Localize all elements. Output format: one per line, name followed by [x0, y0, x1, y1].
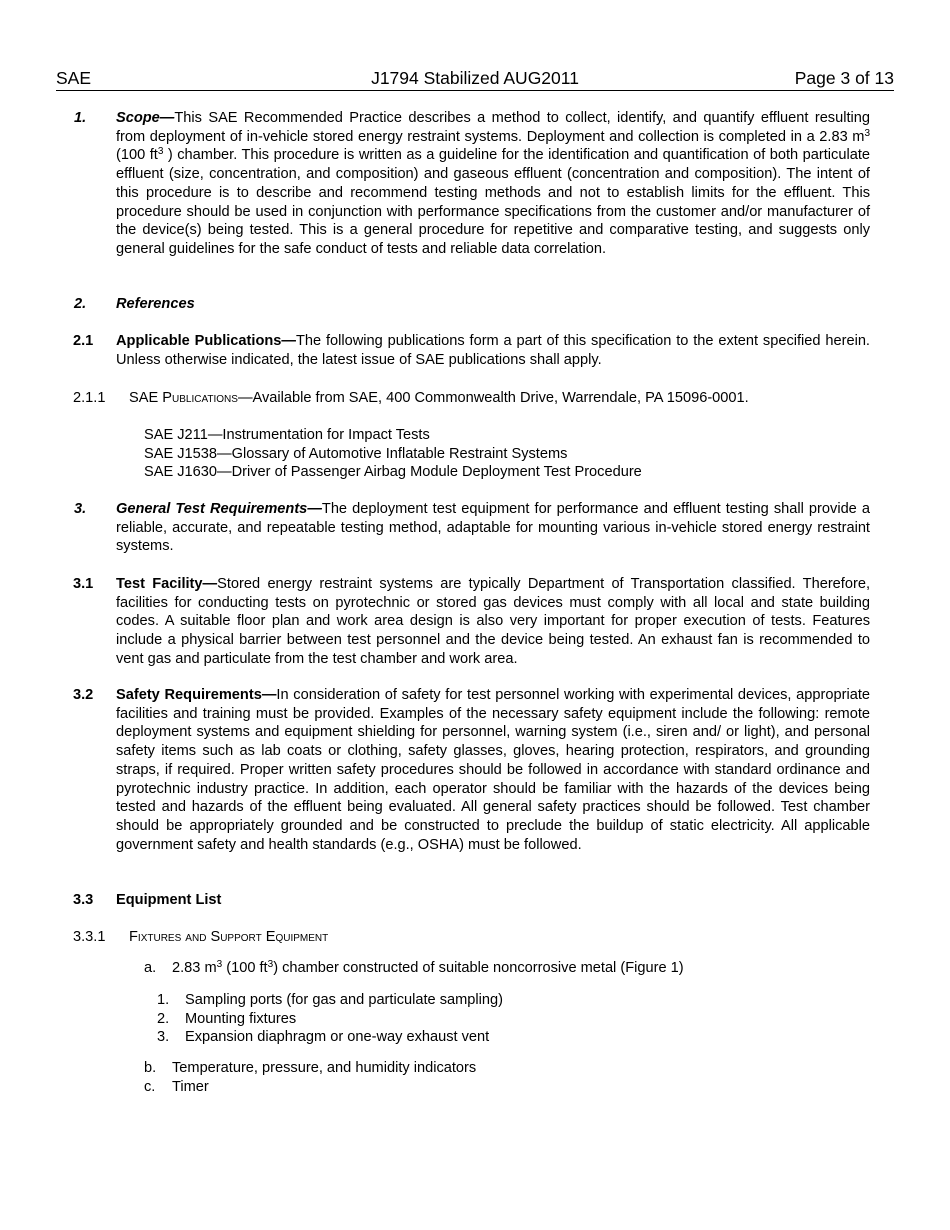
- list-text: Expansion diaphragm or one-way exhaust vent: [185, 1029, 490, 1046]
- list-label: 2.: [157, 1010, 170, 1027]
- list-label: 3.: [157, 1029, 170, 1046]
- list-item: [144, 1059, 476, 1078]
- section-number: 3.: [74, 501, 87, 517]
- section-number: 1.: [74, 110, 87, 126]
- section-title: Equipment List: [116, 892, 222, 908]
- scope-text-2: (100 ft: [116, 147, 158, 164]
- section-text: —Available from SAE, 400 Commonwealth Drive, Warrendale, PA 15096-0001.: [237, 390, 749, 406]
- section-title: Safety Requirements—: [116, 687, 277, 703]
- sae-prefix: SAE: [129, 390, 163, 406]
- section-number: 2.: [74, 296, 87, 312]
- section-number: 2.1.1: [73, 390, 106, 406]
- section-title: General Test Requirements: [116, 501, 308, 517]
- list-text: Mounting fixtures: [185, 1010, 297, 1027]
- list-label: b.: [144, 1060, 157, 1076]
- list-item: [144, 1078, 476, 1097]
- list-item: [157, 1010, 503, 1029]
- section-number: 3.2: [73, 687, 94, 703]
- list-item: [157, 991, 503, 1010]
- title-dash: —: [307, 501, 322, 517]
- superscript: 3: [216, 959, 223, 970]
- section-body: [116, 500, 870, 556]
- header-doc-id: J1794 Stabilized AUG2011: [371, 68, 579, 88]
- list-item: [157, 1028, 503, 1047]
- section-number: 3.3: [73, 892, 94, 908]
- section-number: 3.1: [73, 576, 94, 592]
- section-body: [129, 389, 749, 408]
- scope-text-3: ) chamber. This procedure is written as a guideline for the identification and quantification of both particulate effluent (size, concentration, and composition) and gaseous effluent (concentration and composition). The intent of this procedure is to describe and recommend testing methods and not to establish limits for the effluent. This procedure should be used in conjunction with performance specifications from the customer and/or manufacturer of the device(s) being tested. This is a general procedure for repetitive and comparative testing, and suggests only general guidelines for the safe conduct of tests and reliable data correlation.: [116, 147, 870, 257]
- header-org: SAE: [56, 68, 92, 88]
- list-text: Sampling ports (for gas and particulate sampling): [185, 992, 503, 1008]
- list-label: a.: [144, 960, 157, 976]
- section-title: References: [116, 296, 195, 312]
- sublist: [157, 991, 503, 1047]
- list-label: 1.: [157, 992, 170, 1008]
- section-body: [116, 575, 870, 669]
- page-header: [56, 68, 894, 91]
- section-title: Publications: [162, 390, 238, 406]
- list-text: (100 ft: [222, 960, 268, 976]
- section-number: 2.1: [73, 333, 94, 349]
- section-text: The following publications form a part of this specification to the extent specified herein. Unless otherwise indicated, the latest issue of SAE publications shall apply.: [116, 333, 870, 368]
- list-item: SAE J211—Instrumentation for Impact Tests: [144, 427, 430, 443]
- section-text: In consideration of safety for test personnel working with experimental devices, appropriate facilities and training must be provided. Examples of the necessary safety equipment include the following: remote deployment systems and equipment shielding for personnel, warning system (i.e., siren and/ or light), and personal safety items such as lab coats or clothing, safety glasses, gloves, hearing protection, respirators, and grounding straps, if required. Proper written safety procedures should be followed in accordance with standard ordinance and pyrotechnic industry practice. In addition, each operator should be familiar with the hazards of the devices being tested and hazards of the effluent being evaluated. All general safety practices should be followed. Test chamber should be appropriately grounded and be constructed to preclude the buildup of static electricity. All applicable government safety and health standards (e.g., OSHA) must be followed.: [116, 687, 870, 853]
- list-text: Timer: [172, 1078, 209, 1095]
- header-page-number: Page 3 of 13: [794, 68, 894, 88]
- list-label: c.: [144, 1078, 156, 1095]
- scope-text-1: This SAE Recommended Practice describes a method to collect, identify, and quantify effluent resulting from deployment of in-vehicle stored energy restraint systems. Deployment and collection is completed in a 2.83 m: [116, 110, 870, 145]
- title-dash: —: [159, 110, 175, 126]
- section-title: Test Facility—: [116, 576, 218, 592]
- list-item: SAE J1630—Driver of Passenger Airbag Module Deployment Test Procedure: [144, 464, 642, 481]
- section-body: [116, 686, 870, 854]
- section-number: 3.3.1: [73, 929, 106, 945]
- list-items-b-c: [144, 1059, 476, 1096]
- superscript: 3: [157, 146, 164, 158]
- section-title: Applicable Publications—: [116, 333, 296, 349]
- list-item-a: [144, 959, 684, 978]
- superscript: 3: [267, 959, 274, 970]
- section-text: The deployment test equipment for performance and effluent testing shall provide a reliable, accurate, and repeatable testing method, adaptable for mounting various in-vehicle stored energy restraint systems.: [116, 501, 870, 555]
- section-title: Fixtures and Support Equipment: [129, 929, 329, 945]
- list-text: 2.83 m: [172, 960, 217, 976]
- section-body: [116, 109, 870, 259]
- section-title: Scope: [116, 110, 160, 126]
- list-text: Temperature, pressure, and humidity indicators: [172, 1060, 477, 1076]
- list-text: ) chamber constructed of suitable noncorrosive metal (Figure 1): [273, 960, 684, 976]
- superscript: 3: [864, 127, 870, 139]
- section-body: [116, 332, 870, 369]
- reference-list: [144, 426, 642, 482]
- section-text: Stored energy restraint systems are typically Department of Transportation classified. Therefore, facilities for conducting tests on pyrotechnic or stored gas devices must comply with all local and state building codes. A suitable floor plan and work area design is also very important for proper execution of tests. Features include a physical barrier between test personnel and the device being tested. An exhaust fan is recommended to vent gas and particulate from the test chamber and work area.: [116, 576, 870, 667]
- list-item: SAE J1538—Glossary of Automotive Inflatable Restraint Systems: [144, 445, 568, 462]
